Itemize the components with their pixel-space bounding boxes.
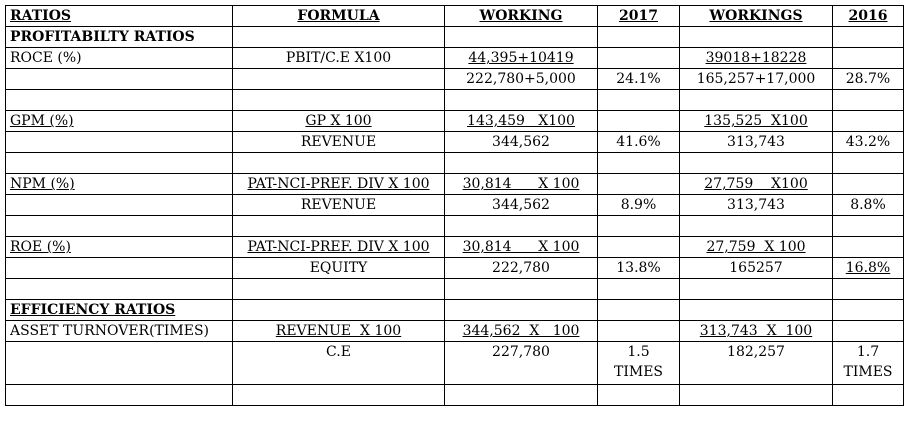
header-2017: 2017 (598, 6, 680, 27)
table-row (6, 174, 904, 195)
npm-2016-denominator: 313,743 (680, 195, 833, 216)
npm-label: NPM (%) (6, 174, 233, 195)
roe-2017-denominator: 222,780 (445, 258, 598, 279)
asset-turnover-2017-numerator: 344,562 X 100 (445, 321, 598, 342)
asset-turnover-2016-numerator: 313,743 X 100 (680, 321, 833, 342)
npm-2017-denominator: 344,562 (445, 195, 598, 216)
table-row (6, 132, 904, 153)
roe-2016-numerator: 27,759 X 100 (680, 237, 833, 258)
section-efficiency: EFFICIENCY RATIOS (6, 300, 233, 321)
gpm-formula-numerator: GP X 100 (233, 111, 445, 132)
section-row (6, 300, 904, 321)
spacer-row (6, 385, 904, 406)
gpm-2017-numerator: 143,459 X100 (445, 111, 598, 132)
table-row (6, 237, 904, 258)
asset-turnover-label: ASSET TURNOVER(TIMES) (6, 321, 233, 342)
table-row (6, 48, 904, 69)
npm-formula-numerator: PAT-NCI-PREF. DIV X 100 (233, 174, 445, 195)
roe-2017-value: 13.8% (598, 258, 680, 279)
npm-2016-value: 8.8% (833, 195, 904, 216)
gpm-2017-value: 41.6% (598, 132, 680, 153)
roce-2016-denominator: 165,257+17,000 (680, 69, 833, 90)
npm-formula-denominator: REVENUE (233, 195, 445, 216)
roce-label: ROCE (%) (6, 48, 233, 69)
table-row (6, 111, 904, 132)
roe-formula-denominator: EQUITY (233, 258, 445, 279)
asset-turnover-2017-denominator: 227,780 (445, 342, 598, 385)
npm-2017-numerator: 30,814 X 100 (445, 174, 598, 195)
table-row (6, 342, 904, 385)
roe-formula-numerator: PAT-NCI-PREF. DIV X 100 (233, 237, 445, 258)
header-ratios: RATIOS (6, 6, 233, 27)
table-row (6, 195, 904, 216)
roce-2017-value: 24.1% (598, 69, 680, 90)
roce-2017-numerator: 44,395+10419 (445, 48, 598, 69)
section-profitability: PROFITABILTY RATIOS (6, 27, 233, 48)
spacer-row (6, 90, 904, 111)
roce-formula: PBIT/C.E X100 (233, 48, 445, 69)
gpm-2017-denominator: 344,562 (445, 132, 598, 153)
table-row (6, 321, 904, 342)
header-working: WORKING (445, 6, 598, 27)
roce-2017-denominator: 222,780+5,000 (445, 69, 598, 90)
asset-turnover-2017-value: 1.5 TIMES (598, 342, 680, 385)
asset-turnover-2016-value: 1.7 TIMES (833, 342, 904, 385)
roce-2016-value: 28.7% (833, 69, 904, 90)
asset-turnover-formula-numerator: REVENUE X 100 (233, 321, 445, 342)
section-row (6, 27, 904, 48)
roe-label: ROE (%) (6, 237, 233, 258)
table-row (6, 69, 904, 90)
table-row (6, 258, 904, 279)
gpm-2016-value: 43.2% (833, 132, 904, 153)
spacer-row (6, 216, 904, 237)
roe-2016-denominator: 165257 (680, 258, 833, 279)
gpm-2016-denominator: 313,743 (680, 132, 833, 153)
header-formula: FORMULA (233, 6, 445, 27)
gpm-label: GPM (%) (6, 111, 233, 132)
spacer-row (6, 279, 904, 300)
npm-2016-numerator: 27,759 X100 (680, 174, 833, 195)
asset-turnover-formula-denominator: C.E (233, 342, 445, 385)
header-2016: 2016 (833, 6, 904, 27)
gpm-2016-numerator: 135,525 X100 (680, 111, 833, 132)
spacer-row (6, 153, 904, 174)
header-row (6, 6, 904, 27)
roe-2016-value: 16.8% (833, 258, 904, 279)
header-workings: WORKINGS (680, 6, 833, 27)
ratios-table (5, 5, 904, 406)
npm-2017-value: 8.9% (598, 195, 680, 216)
roe-2017-numerator: 30,814 X 100 (445, 237, 598, 258)
gpm-formula-denominator: REVENUE (233, 132, 445, 153)
roce-2016-numerator: 39018+18228 (680, 48, 833, 69)
asset-turnover-2016-denominator: 182,257 (680, 342, 833, 385)
